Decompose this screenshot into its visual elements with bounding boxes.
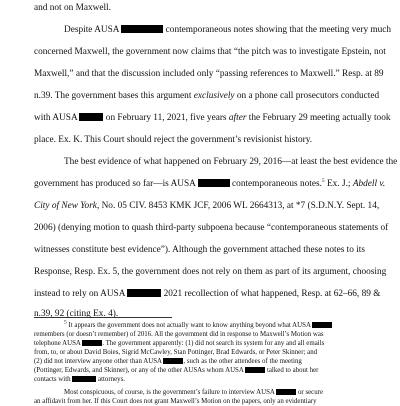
redaction-bar xyxy=(79,113,103,121)
footnote-line-6: (Pottinger, Edwards, and Skinner), or any of the other AUSAs whom AUSA talked to about her xyxy=(34,367,319,374)
redaction-bar xyxy=(121,25,163,33)
redaction-bar xyxy=(198,179,230,187)
body-line-10: City of New York, No. 05 CIV. 8453 KMK JCF, 2006 WL 2664313, at *7 (S.D.N.Y. Sept. 14, xyxy=(34,201,380,211)
body-line-12: witnesses constitute best evidence”). Although the government attached these notes to its xyxy=(34,245,365,255)
footnote-line-5: (2) did not interview anyone other than AUSA , such as the other attendees of the meeting xyxy=(34,358,302,365)
footnote-line-9: an affidavit from her. If this Court does not grant Maxwell’s Motion on the papers, only an evidentiary xyxy=(34,398,317,405)
footnote-reference[interactable]: 5 xyxy=(321,177,325,184)
footnote-marker: 5 xyxy=(64,319,67,326)
redaction-bar xyxy=(312,322,332,328)
redaction-bar xyxy=(127,289,161,297)
redaction-bar xyxy=(276,389,296,395)
body-line-13: Response, Resp. Ex. 5, the government does not rely on them as part of its argument, choosing xyxy=(34,267,387,277)
body-line-8: The best evidence of what happened on February 29, 2016—at least the best evidence the xyxy=(64,157,398,167)
body-line-2: Despite AUSA contemporaneous notes showing that the meeting very much xyxy=(64,25,392,35)
body-line-9: government has produced so far—is AUSA contemporaneous notes.$^5$ Ex. J.; Abdell v. xyxy=(34,177,386,189)
footnote-line-4: from, to, or about David Boies, Sigrid McCawley, Stan Pottinger, Brad Edwards, or Peter Skinner; and xyxy=(34,349,318,356)
redaction-bar xyxy=(82,340,102,346)
body-line-1: and not on Maxwell. xyxy=(34,3,111,13)
body-line-4: Maxwell,” and that the discussion included only “passing references to Maxwell.” Resp. at 89 xyxy=(34,69,384,79)
redaction-bar xyxy=(245,367,265,373)
body-line-11: 2006) (denying motion to quash third-party subpoena because “contemporaneous statements of xyxy=(34,223,389,233)
body-line-5: n.39. The government bases this argument exclusively on a phone call prosecutors conducted xyxy=(34,91,380,101)
footnote-line-3: telephone AUSA . The government apparently: (1) did not search its system for any and all emails xyxy=(34,340,325,347)
footnote-divider xyxy=(34,317,172,318)
footnote-line-2: remembers (or doesn’t remember) of 2016. All the government did in response to Maxwell’s Motion was xyxy=(34,331,324,338)
body-line-14: instead to rely on AUSA 2021 recollection of what happened, Resp. at 62–66, 89 & xyxy=(34,289,381,299)
body-line-3: concerned Maxwell, the government now claims that “the pitch was to investigate Epstein, not xyxy=(34,47,386,57)
footnote-line-1: $^5$ It appears the government does not actually want to know anything beyond what AUSA xyxy=(64,322,332,330)
footnote-line-8: Most conspicuous, of course, is the government’s failure to interview AUSA or secure xyxy=(64,389,324,396)
redaction-bar xyxy=(163,358,183,364)
footnote-line-7: contacts with attorneys. xyxy=(34,376,126,383)
body-line-7: place. Ex. K. This Court should reject the government’s revisionist history. xyxy=(34,135,313,145)
body-line-6: with AUSA on February 11, 2021, five years after the February 29 meeting actually took xyxy=(34,113,391,123)
redaction-bar xyxy=(72,376,96,382)
body-line-15: n.39, 92 (citing Ex. 4). xyxy=(34,309,119,319)
